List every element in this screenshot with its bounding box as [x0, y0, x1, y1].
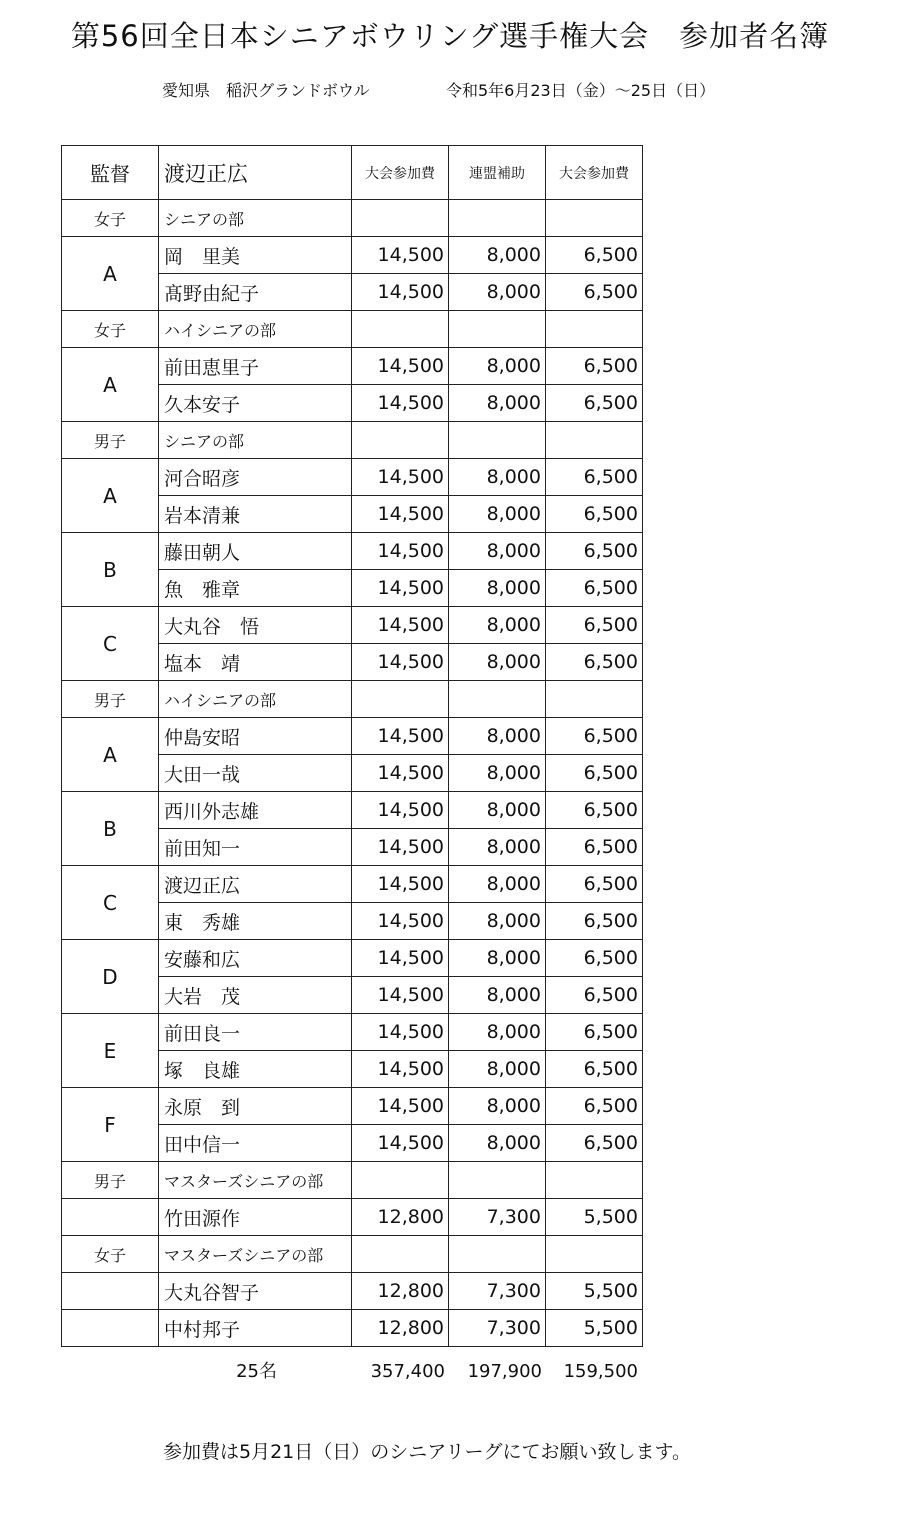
player-name: 藤田朝人: [159, 533, 352, 570]
group-label: [62, 1199, 159, 1236]
entry-fee-value: 14,500: [352, 866, 449, 903]
net-fee-value: 6,500: [546, 1088, 643, 1125]
net-fee-value: 6,500: [546, 607, 643, 644]
empty-cell: [449, 681, 546, 718]
subsidy-value: 8,000: [449, 607, 546, 644]
player-row: [62, 237, 643, 274]
net-fee-value: 6,500: [546, 977, 643, 1014]
player-name: 前田良一: [159, 1014, 352, 1051]
entry-fee-value: 14,500: [352, 533, 449, 570]
player-row: [62, 1014, 643, 1051]
subsidy-value: 8,000: [449, 977, 546, 1014]
section-header-row: [62, 1236, 643, 1273]
header-entry-fee: 大会参加費: [352, 146, 449, 200]
empty-cell: [449, 200, 546, 237]
group-label: B: [62, 792, 159, 866]
subsidy-value: 8,000: [449, 644, 546, 681]
player-name: 仲島安昭: [159, 718, 352, 755]
entry-fee-value: 14,500: [352, 274, 449, 311]
subsidy-value: 8,000: [449, 940, 546, 977]
player-name: 竹田源作: [159, 1199, 352, 1236]
section-gender: 女子: [62, 311, 159, 348]
venue-text: 愛知県 稲沢グランドボウル: [162, 81, 370, 100]
net-fee-value: 6,500: [546, 1125, 643, 1162]
net-fee-value: 6,500: [546, 792, 643, 829]
total-entry-fee: 357,400: [370, 1361, 445, 1382]
empty-cell: [352, 1236, 449, 1273]
subsidy-value: 8,000: [449, 570, 546, 607]
entry-fee-value: 14,500: [352, 977, 449, 1014]
header-entry-fee-net: 大会参加費: [546, 146, 643, 200]
section-division: ハイシニアの部: [159, 681, 352, 718]
subsidy-value: 8,000: [449, 829, 546, 866]
entry-fee-value: 14,500: [352, 792, 449, 829]
player-row: [62, 1273, 643, 1310]
net-fee-value: 6,500: [546, 866, 643, 903]
subsidy-value: 8,000: [449, 1088, 546, 1125]
header-role-label: 監督: [62, 146, 159, 200]
player-row: [62, 607, 643, 644]
group-label: C: [62, 866, 159, 940]
player-name: 久本安子: [159, 385, 352, 422]
net-fee-value: 6,500: [546, 829, 643, 866]
page-title: 第56回全日本シニアボウリング選手権大会 参加者名簿: [70, 19, 830, 53]
group-label: F: [62, 1088, 159, 1162]
player-row: [62, 533, 643, 570]
section-division: マスターズシニアの部: [159, 1162, 352, 1199]
group-label: B: [62, 533, 159, 607]
group-label: [62, 1273, 159, 1310]
event-date-text: 令和5年6月23日（金）～25日（日）: [446, 81, 716, 100]
player-row: [62, 459, 643, 496]
empty-cell: [449, 1236, 546, 1273]
player-name: 前田恵里子: [159, 348, 352, 385]
player-name: 大田一哉: [159, 755, 352, 792]
player-name: 前田知一: [159, 829, 352, 866]
subsidy-value: 8,000: [449, 755, 546, 792]
entry-fee-value: 14,500: [352, 829, 449, 866]
total-net-fee: 159,500: [563, 1361, 638, 1382]
player-row: [62, 1310, 643, 1347]
section-header-row: [62, 681, 643, 718]
net-fee-value: 6,500: [546, 755, 643, 792]
empty-cell: [546, 311, 643, 348]
net-fee-value: 6,500: [546, 459, 643, 496]
section-gender: 男子: [62, 1162, 159, 1199]
section-division: マスターズシニアの部: [159, 1236, 352, 1273]
subsidy-value: 7,300: [449, 1273, 546, 1310]
player-name: 髙野由紀子: [159, 274, 352, 311]
subsidy-value: 8,000: [449, 496, 546, 533]
player-row: [62, 1199, 643, 1236]
section-gender: 女子: [62, 1236, 159, 1273]
group-label: A: [62, 237, 159, 311]
empty-cell: [352, 681, 449, 718]
empty-cell: [546, 422, 643, 459]
net-fee-value: 5,500: [546, 1310, 643, 1347]
group-label: [62, 1310, 159, 1347]
empty-cell: [352, 200, 449, 237]
group-label: A: [62, 459, 159, 533]
player-row: [62, 866, 643, 903]
entry-fee-value: 14,500: [352, 755, 449, 792]
subsidy-value: 8,000: [449, 1125, 546, 1162]
entry-fee-value: 14,500: [352, 1088, 449, 1125]
player-row: [62, 348, 643, 385]
subsidy-value: 8,000: [449, 903, 546, 940]
subsidy-value: 8,000: [449, 385, 546, 422]
player-name: 渡辺正広: [159, 866, 352, 903]
net-fee-value: 6,500: [546, 570, 643, 607]
player-row: [62, 1088, 643, 1125]
net-fee-value: 6,500: [546, 1051, 643, 1088]
entry-fee-value: 14,500: [352, 496, 449, 533]
total-count: 25名: [236, 1361, 277, 1382]
section-header-row: [62, 200, 643, 237]
player-row: [62, 718, 643, 755]
header-federation-subsidy: 連盟補助: [449, 146, 546, 200]
net-fee-value: 5,500: [546, 1199, 643, 1236]
player-name: 岡 里美: [159, 237, 352, 274]
player-name: 田中信一: [159, 1125, 352, 1162]
participant-table: [61, 145, 643, 1347]
player-name: 大丸谷智子: [159, 1273, 352, 1310]
section-division: シニアの部: [159, 422, 352, 459]
section-header-row: [62, 311, 643, 348]
subsidy-value: 8,000: [449, 866, 546, 903]
entry-fee-value: 14,500: [352, 607, 449, 644]
empty-cell: [352, 1162, 449, 1199]
player-name: 西川外志雄: [159, 792, 352, 829]
entry-fee-value: 14,500: [352, 1125, 449, 1162]
player-name: 河合昭彦: [159, 459, 352, 496]
subsidy-value: 8,000: [449, 718, 546, 755]
subsidy-value: 8,000: [449, 348, 546, 385]
net-fee-value: 6,500: [546, 718, 643, 755]
section-header-row: [62, 1162, 643, 1199]
entry-fee-value: 14,500: [352, 1051, 449, 1088]
entry-fee-value: 12,800: [352, 1273, 449, 1310]
subsidy-value: 8,000: [449, 274, 546, 311]
subsidy-value: 8,000: [449, 533, 546, 570]
group-label: D: [62, 940, 159, 1014]
group-label: A: [62, 718, 159, 792]
net-fee-value: 6,500: [546, 644, 643, 681]
subsidy-value: 8,000: [449, 1014, 546, 1051]
entry-fee-value: 14,500: [352, 644, 449, 681]
total-subsidy: 197,900: [467, 1361, 542, 1382]
net-fee-value: 6,500: [546, 940, 643, 977]
group-label: C: [62, 607, 159, 681]
player-row: [62, 792, 643, 829]
empty-cell: [449, 1162, 546, 1199]
table-header-row: [62, 146, 643, 200]
section-division: ハイシニアの部: [159, 311, 352, 348]
player-name: 大岩 茂: [159, 977, 352, 1014]
entry-fee-value: 14,500: [352, 903, 449, 940]
player-name: 塩本 靖: [159, 644, 352, 681]
player-name: 永原 到: [159, 1088, 352, 1125]
entry-fee-value: 14,500: [352, 237, 449, 274]
net-fee-value: 5,500: [546, 1273, 643, 1310]
section-gender: 女子: [62, 200, 159, 237]
net-fee-value: 6,500: [546, 274, 643, 311]
subsidy-value: 7,300: [449, 1199, 546, 1236]
subsidy-value: 8,000: [449, 1051, 546, 1088]
entry-fee-value: 14,500: [352, 348, 449, 385]
entry-fee-value: 12,800: [352, 1310, 449, 1347]
entry-fee-value: 12,800: [352, 1199, 449, 1236]
entry-fee-value: 14,500: [352, 718, 449, 755]
empty-cell: [352, 422, 449, 459]
section-gender: 男子: [62, 422, 159, 459]
player-name: 魚 雅章: [159, 570, 352, 607]
empty-cell: [546, 1162, 643, 1199]
player-name: 塚 良雄: [159, 1051, 352, 1088]
player-name: 中村邦子: [159, 1310, 352, 1347]
player-name: 東 秀雄: [159, 903, 352, 940]
net-fee-value: 6,500: [546, 496, 643, 533]
subsidy-value: 8,000: [449, 237, 546, 274]
player-name: 安藤和広: [159, 940, 352, 977]
empty-cell: [449, 311, 546, 348]
net-fee-value: 6,500: [546, 237, 643, 274]
net-fee-value: 6,500: [546, 385, 643, 422]
subsidy-value: 7,300: [449, 1310, 546, 1347]
empty-cell: [546, 200, 643, 237]
empty-cell: [352, 311, 449, 348]
net-fee-value: 6,500: [546, 903, 643, 940]
entry-fee-value: 14,500: [352, 940, 449, 977]
entry-fee-value: 14,500: [352, 459, 449, 496]
empty-cell: [449, 422, 546, 459]
player-name: 岩本清兼: [159, 496, 352, 533]
entry-fee-value: 14,500: [352, 570, 449, 607]
header-manager-name: 渡辺正広: [159, 146, 352, 200]
player-row: [62, 940, 643, 977]
empty-cell: [546, 681, 643, 718]
section-header-row: [62, 422, 643, 459]
footer-note: 参加費は5月21日（日）のシニアリーグにてお願い致します。: [163, 1441, 691, 1463]
net-fee-value: 6,500: [546, 348, 643, 385]
group-label: A: [62, 348, 159, 422]
net-fee-value: 6,500: [546, 1014, 643, 1051]
subsidy-value: 8,000: [449, 459, 546, 496]
entry-fee-value: 14,500: [352, 1014, 449, 1051]
subsidy-value: 8,000: [449, 792, 546, 829]
net-fee-value: 6,500: [546, 533, 643, 570]
player-name: 大丸谷 悟: [159, 607, 352, 644]
participant-table-body: [62, 146, 643, 1347]
empty-cell: [546, 1236, 643, 1273]
section-gender: 男子: [62, 681, 159, 718]
section-division: シニアの部: [159, 200, 352, 237]
entry-fee-value: 14,500: [352, 385, 449, 422]
group-label: E: [62, 1014, 159, 1088]
